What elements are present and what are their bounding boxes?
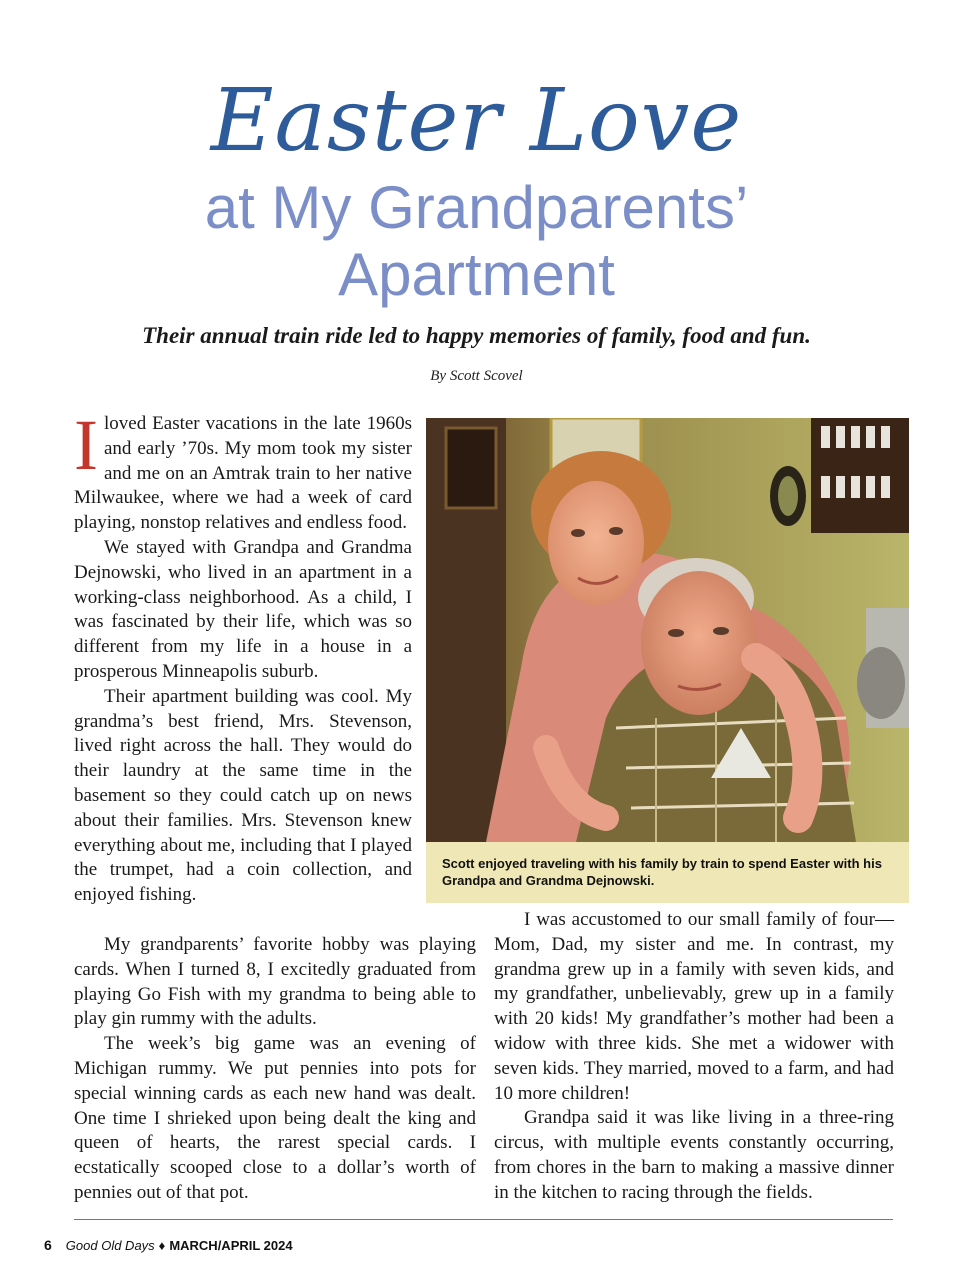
- title-line-3: Apartment: [338, 241, 615, 308]
- photo-with-caption: [426, 418, 909, 903]
- drop-cap: I: [74, 405, 98, 485]
- paragraph-2: We stayed with Grandpa and Grandma Dejnowski, who lived in an apartment in a working-class neighborhood. As a child, I was fascinated by their life, which was so different from my life in a house in a prosperous Minneapolis suburb.: [74, 536, 412, 682]
- magazine-name: Good Old Days: [65, 1238, 155, 1253]
- paragraph-6: I was accustomed to our small family of four—Mom, Dad, my sister and me. In contrast, my grandma grew up in a family with seven kids, and my grandfather, unbelievably, grew up in a family with 20 kids! My grandfather’s mother had been a widow with three kids. She met a widower with seven kids. They married, moved to a farm, and had 10 more children!: [494, 909, 894, 1104]
- paragraph-5: The week’s big game was an evening of Michigan rummy. We put pennies into pots for special winning cards as each new hand was dealt. One time I shrieked upon being dealt the king and queen of hearts, the rarest special cards. I ecstatically scooped close to a dollar’s worth of pennies out of that pot.: [74, 1033, 476, 1203]
- paragraph-7: Grandpa said it was like living in a three-ring circus, with multiple events constantly occurring, from chores in the barn to making a massive dinner in the kitchen to racing through the fields.: [494, 1107, 894, 1203]
- paragraph-1: [74, 405, 412, 536]
- body-column-right-bottom: [494, 908, 894, 1206]
- deck-subtitle: Their annual train ride led to happy memories of family, food and fun.: [142, 323, 811, 348]
- photo-caption: Scott enjoyed traveling with his family by train to spend Easter with his Grandpa and Grandma Dejnowski.: [442, 856, 882, 888]
- page-footer: [44, 1237, 293, 1253]
- body-column-left-top: [74, 405, 412, 908]
- byline: By Scott Scovel: [430, 368, 523, 384]
- grandparents-photo: [426, 418, 909, 842]
- issue-date: MARCH/APRIL 2024: [169, 1238, 293, 1253]
- paragraph-3: Their apartment building was cool. My grandma’s best friend, Mrs. Stevenson, lived right across the hall. They would do their laundry at the same time in the basement so they could catch up on news about their families. Mrs. Stevenson knew everything about me, including that I played the trumpet, had a coin collection, and enjoyed fishing.: [74, 685, 412, 906]
- footer-rule: [74, 1219, 893, 1220]
- page-number: 6: [44, 1237, 52, 1253]
- paragraph-4: My grandparents’ favorite hobby was playing cards. When I turned 8, I excitedly graduated from playing Go Fish with my grandma to being able to play gin rummy with the adults.: [74, 934, 476, 1030]
- paragraph-1-text: loved Easter vacations in the late 1960s and early ’70s. My mom took my sister and me on an Amtrak train to her native Milwaukee, where we had a week of card playing, nonstop relatives and endless food.: [74, 413, 412, 534]
- body-column-left-bottom: [74, 933, 476, 1206]
- title-line-2: at My Grandparents’: [204, 174, 749, 241]
- title-script: Easter Love: [210, 71, 743, 171]
- diamond-icon: ♦: [158, 1238, 166, 1253]
